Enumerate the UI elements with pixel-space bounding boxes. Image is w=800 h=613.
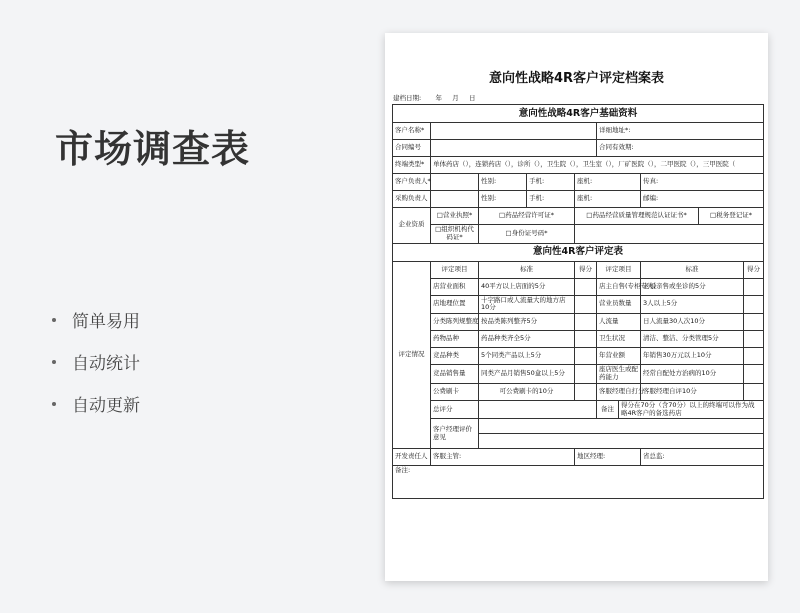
rating-item: 年营业额 — [597, 348, 641, 365]
business-license-checkbox[interactable]: □营业执照* — [431, 208, 479, 225]
score-cell[interactable] — [744, 348, 764, 365]
rating-standard: 按品类陈列整齐5分 — [479, 314, 575, 331]
feature-list — [52, 311, 140, 437]
build-date — [393, 93, 479, 102]
score-cell[interactable] — [575, 314, 597, 331]
rating-standard: 3人以上5分 — [641, 295, 744, 314]
header-item: 评定项目 — [431, 261, 479, 278]
document-title: 意向性战略4R客户评定档案表 — [488, 71, 665, 86]
table-row — [393, 331, 764, 348]
bullet-icon — [52, 402, 56, 406]
score-cell[interactable] — [744, 365, 764, 384]
purchase-owner-label: 采购负责人 — [393, 191, 431, 208]
customer-owner-field[interactable] — [431, 174, 479, 191]
rating-item: 店主自售(专柜专人) — [597, 278, 641, 295]
customer-name-field[interactable] — [431, 123, 597, 140]
rating-standard: 清洁、整洁、分类管理5分 — [641, 331, 744, 348]
rating-standard: 可公费刷卡的10分 — [479, 383, 575, 400]
rating-item: 店营业面积 — [431, 278, 479, 295]
score-cell[interactable] — [575, 278, 597, 295]
terminal-type-options[interactable]: 单体药店（），连锁药店（），诊所（），卫生院（），卫生室（），厂矿医院（），二甲医院（），三甲医院（ — [431, 157, 764, 174]
rating-standard: 十字路口或人流量大的地方店10分 — [479, 295, 575, 314]
document-preview — [385, 33, 768, 581]
header-standard: 标准 — [641, 261, 744, 278]
qualification-label: 企业资质 — [393, 208, 431, 244]
feature-item — [52, 395, 140, 437]
table-row — [393, 365, 764, 384]
remark-label: 备注 — [597, 400, 619, 419]
header-standard: 标准 — [479, 261, 575, 278]
drug-permit-checkbox[interactable]: □药品经营许可证* — [479, 208, 575, 225]
feature-label: 自动更新 — [72, 396, 140, 416]
table-row — [393, 314, 764, 331]
address-field[interactable]: 详细地址*: — [597, 123, 764, 140]
contract-valid-field[interactable]: 合同有效期: — [597, 140, 764, 157]
score-cell[interactable] — [744, 295, 764, 314]
manager-opinion-label: 客户经理评价意见 — [431, 419, 479, 449]
terminal-type-label: 终端类型* — [393, 157, 431, 174]
manager-opinion-field[interactable] — [479, 419, 764, 434]
org-code-checkbox[interactable]: □组织机构代码证* — [431, 225, 479, 244]
score-cell[interactable] — [744, 383, 764, 400]
header-score: 得分 — [744, 261, 764, 278]
score-cell[interactable] — [575, 383, 597, 400]
rating-item: 分类陈列规整度 — [431, 314, 479, 331]
landline-field[interactable]: 座机: — [575, 191, 641, 208]
rating-standard: 经常自配处方治病的10分 — [641, 365, 744, 384]
total-score-label: 总评分 — [431, 400, 479, 419]
fax-field[interactable]: 传真: — [641, 174, 764, 191]
table-row — [393, 348, 764, 365]
email-field[interactable]: 邮编: — [641, 191, 764, 208]
feature-label: 自动统计 — [72, 354, 140, 374]
bullet-icon — [52, 360, 56, 364]
mobile-field[interactable]: 手机: — [527, 174, 575, 191]
rating-item: 人流量 — [597, 314, 641, 331]
score-cell[interactable] — [744, 314, 764, 331]
page-title: 市场调查表 — [55, 127, 251, 171]
feature-item — [52, 353, 140, 395]
rating-standard: 老板亲售或坐诊的5分 — [641, 278, 744, 295]
contract-no-field[interactable] — [431, 140, 597, 157]
rating-item: 座店医生或配药能力 — [597, 365, 641, 384]
build-date-label: 建档日期: — [393, 94, 422, 102]
rating-standard: 年销售30万元以上10分 — [641, 348, 744, 365]
rating-standard: 客服经理自评10分 — [641, 383, 744, 400]
region-manager-field[interactable]: 地区经理: — [575, 449, 641, 466]
province-supervisor-field[interactable]: 省总监: — [641, 449, 764, 466]
rating-standard: 同类产品月销售50盒以上5分 — [479, 365, 575, 384]
gender-field[interactable]: 性别: — [479, 174, 527, 191]
purchase-owner-field[interactable] — [431, 191, 479, 208]
table-row — [393, 295, 764, 314]
rating-standard: 日人流量30人次10分 — [641, 314, 744, 331]
notes-field[interactable]: 备注: — [393, 466, 764, 499]
rating-item: 店地理位置 — [431, 295, 479, 314]
bullet-icon — [52, 318, 56, 322]
feature-label: 简单易用 — [72, 312, 140, 332]
rating-standard: 5个同类产品以上5分 — [479, 348, 575, 365]
developer-label: 开发责任人 — [393, 449, 431, 466]
section-rating-title: 意向性4R客户评定表 — [393, 243, 764, 261]
rating-item: 卫生状况 — [597, 331, 641, 348]
rating-item: 竞品种类 — [431, 348, 479, 365]
rating-item: 药物品种 — [431, 331, 479, 348]
qualification-empty — [575, 225, 764, 244]
rating-label: 评定情况 — [393, 261, 431, 449]
manager-opinion-field-extra[interactable] — [479, 434, 764, 449]
rating-standard: 药品种类齐全5分 — [479, 331, 575, 348]
rating-standard: 40平方以上店面的5分 — [479, 278, 575, 295]
tax-checkbox[interactable]: □税务登记证* — [699, 208, 764, 225]
archive-form-table — [392, 104, 764, 499]
customer-owner-label: 客户负责人* — [393, 174, 431, 191]
header-item: 评定项目 — [597, 261, 641, 278]
landline-field[interactable]: 座机: — [575, 174, 641, 191]
table-row — [393, 383, 764, 400]
feature-item — [52, 311, 140, 353]
month-label: 月 — [452, 94, 459, 102]
score-cell[interactable] — [575, 331, 597, 348]
gender-field[interactable]: 性别: — [479, 191, 527, 208]
year-label: 年 — [435, 94, 443, 102]
rating-item: 公费刷卡 — [431, 383, 479, 400]
score-cell[interactable] — [744, 331, 764, 348]
header-score: 得分 — [575, 261, 597, 278]
score-cell[interactable] — [575, 365, 597, 384]
contract-no-label: 合同编号 — [393, 140, 431, 157]
gsp-checkbox[interactable]: □药品经营质量管理规范认证证书* — [575, 208, 699, 225]
day-label: 日 — [468, 94, 476, 102]
rating-item: 竞品销售量 — [431, 365, 479, 384]
rating-item: 营业员数量 — [597, 295, 641, 314]
mobile-field[interactable]: 手机: — [527, 191, 575, 208]
score-cell[interactable] — [575, 348, 597, 365]
score-cell[interactable] — [744, 278, 764, 295]
rating-item: 客服经理自打分 — [597, 383, 641, 400]
total-score-field[interactable] — [479, 400, 597, 419]
id-card-checkbox[interactable]: □身份证号码* — [479, 225, 575, 244]
cs-manager-field[interactable]: 客服主管: — [431, 449, 575, 466]
section-basic-title: 意向性战略4R客户基础资料 — [393, 105, 764, 123]
customer-name-label: 客户名称* — [393, 123, 431, 140]
table-row — [393, 278, 764, 295]
remark-text: 得分在70分（含70分）以上的终端可以作为战略4R客户的备选药店 — [619, 400, 764, 419]
score-cell[interactable] — [575, 295, 597, 314]
